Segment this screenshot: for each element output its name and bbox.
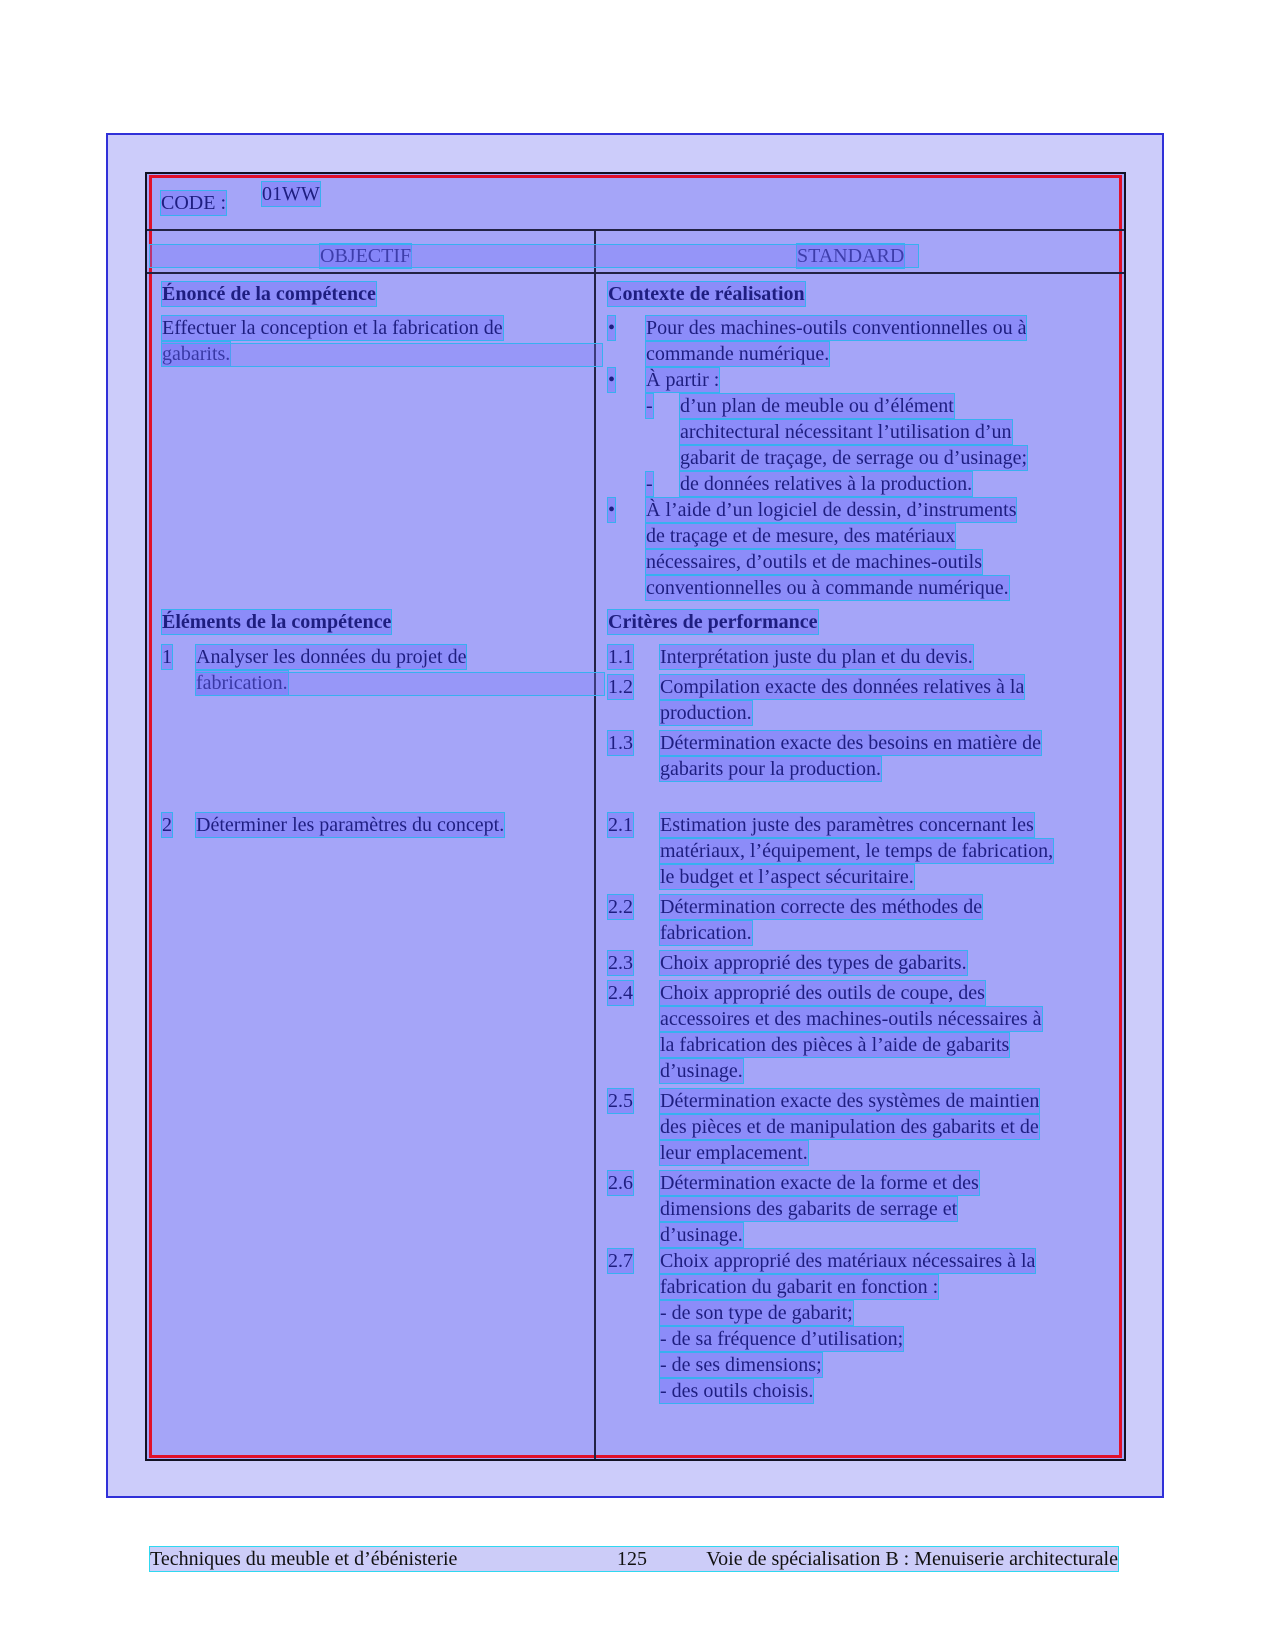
criterion-number: 1.3 (608, 732, 633, 754)
element-2-number: 2 (162, 814, 172, 836)
objectif-header: OBJECTIF (320, 245, 412, 267)
element-1-band (196, 673, 604, 695)
criterion-line: dimensions des gabarits de serrage et (660, 1198, 958, 1220)
page-number: 125 (617, 1548, 647, 1570)
contexte-dash-2: de données relatives à la production. (680, 473, 973, 495)
code-label: CODE : (161, 192, 226, 214)
criterion-number: 2.3 (608, 952, 633, 974)
enonce-text-line: gabarits. (162, 343, 231, 365)
contexte-title: Contexte de réalisation (608, 283, 805, 305)
header-band (150, 245, 918, 267)
header-divider (147, 229, 1124, 231)
criterion-line: Compilation exacte des données relatives à la (660, 676, 1025, 698)
criterion-line: Interprétation juste du plan et du devis. (660, 646, 973, 668)
criterion-line: des pièces et de manipulation des gabarits et de (660, 1116, 1039, 1138)
contexte-bullet-3-line: de traçage et de mesure, des matériaux (646, 525, 956, 547)
dash: - (646, 473, 653, 495)
element-2-text: Déterminer les paramètres du concept. (196, 814, 505, 836)
criterion-line: Détermination exacte des systèmes de maintien (660, 1090, 1040, 1112)
contexte-bullet-1-line: commande numérique. (646, 343, 830, 365)
contexte-bullet-3-line: conventionnelles ou à commande numérique. (646, 577, 1009, 599)
criterion-number: 2.5 (608, 1090, 633, 1112)
criterion-line: Détermination exacte des besoins en matière de (660, 732, 1041, 754)
criterion-number: 2.7 (608, 1250, 633, 1272)
criterion-number: 2.4 (608, 982, 633, 1004)
criterion-line: fabrication. (660, 922, 752, 944)
criterion-line: - de sa fréquence d’utilisation; (660, 1328, 904, 1350)
criterion-line: Choix approprié des types de gabarits. (660, 952, 967, 974)
contexte-bullet-3-line: nécessaires, d’outils et de machines-outils (646, 551, 983, 573)
criterion-line: fabrication du gabarit en fonction : (660, 1276, 939, 1298)
page-footer (150, 1547, 1118, 1571)
criterion-line: Détermination exacte de la forme et des (660, 1172, 979, 1194)
code-value: 01WW (262, 183, 320, 205)
column-header-divider (147, 272, 1124, 274)
criterion-line: Estimation juste des paramètres concernant les (660, 814, 1034, 836)
bullet: • (608, 317, 616, 339)
contexte-bullet-3-line: À l’aide d’un logiciel de dessin, d’instruments (646, 499, 1017, 521)
element-1-number: 1 (162, 646, 172, 668)
criterion-line: production. (660, 702, 752, 724)
criterion-number: 2.6 (608, 1172, 633, 1194)
contexte-bullet-1-line: Pour des machines-outils conventionnelles ou à (646, 317, 1027, 339)
criterion-line: d’usinage. (660, 1224, 743, 1246)
elements-title: Éléments de la compétence (162, 611, 392, 633)
element-1-line: Analyser les données du projet de (196, 646, 467, 668)
criterion-number: 2.2 (608, 896, 633, 918)
footer-left-text: Techniques du meuble et d’ébénisterie (150, 1548, 458, 1570)
element-1-line: fabrication. (196, 672, 288, 694)
criterion-line: la fabrication des pièces à l’aide de gabarits (660, 1034, 1010, 1056)
criterion-line: - de ses dimensions; (660, 1354, 822, 1376)
criterion-line: - des outils choisis. (660, 1380, 814, 1402)
criterion-line: le budget et l’aspect sécuritaire. (660, 866, 914, 888)
criterion-number: 2.1 (608, 814, 633, 836)
criterion-number: 1.1 (608, 646, 633, 668)
contexte-bullet-2: À partir : (646, 369, 720, 391)
standard-header: STANDARD (797, 245, 905, 267)
dash: - (646, 395, 653, 417)
criterion-line: accessoires et des machines-outils nécessaires à (660, 1008, 1042, 1030)
enonce-text-line: Effectuer la conception et la fabrication de (162, 317, 503, 339)
bullet: • (608, 499, 616, 521)
bullet: • (608, 369, 616, 391)
enonce-title: Énoncé de la compétence (162, 283, 376, 305)
criterion-number: 1.2 (608, 676, 633, 698)
criterion-line: d’usinage. (660, 1060, 743, 1082)
contexte-dash-1-line: gabarit de traçage, de serrage ou d’usinage; (680, 447, 1028, 469)
criteres-title: Critères de performance (608, 611, 818, 633)
criterion-line: gabarits pour la production. (660, 758, 882, 780)
criterion-line: - de son type de gabarit; (660, 1302, 853, 1324)
criterion-line: Choix approprié des outils de coupe, des (660, 982, 985, 1004)
footer-right-text: Voie de spécialisation B : Menuiserie architecturale (706, 1548, 1118, 1570)
contexte-dash-1-line: d’un plan de meuble ou d’élément (680, 395, 954, 417)
criterion-line: Détermination correcte des méthodes de (660, 896, 983, 918)
enonce-band (162, 344, 602, 366)
criterion-line: Choix approprié des matériaux nécessaires à la (660, 1250, 1036, 1272)
contexte-dash-1-line: architectural nécessitant l’utilisation d’un (680, 421, 1012, 443)
column-divider (594, 229, 596, 1459)
criterion-line: matériaux, l’équipement, le temps de fabrication, (660, 840, 1054, 862)
criterion-line: leur emplacement. (660, 1142, 808, 1164)
